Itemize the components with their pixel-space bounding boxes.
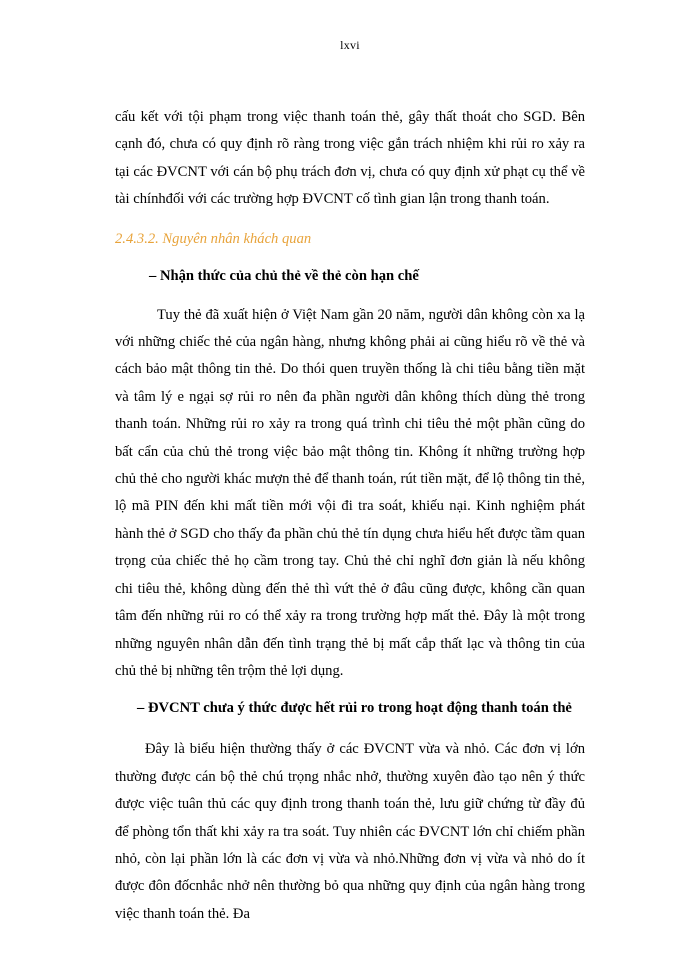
- section-subheading: 2.4.3.2. Nguyên nhân khách quan: [115, 230, 312, 247]
- intro-paragraph: cấu kết với tội phạm trong việc thanh toán thẻ, gây thất thoát cho SGD. Bên cạnh đó, chưa có quy định rõ ràng trong việc gắn trách nhiệm khi rủi ro xảy ra tại các ĐVCNT với cán bộ phụ trách đơn vị, chưa có quy định xử phạt cụ thể về tài chínhđối với các trường hợp ĐVCNT cố tình gian lận trong thanh toán.: [115, 109, 585, 208]
- paragraph-cardholder-awareness: Tuy thẻ đã xuất hiện ở Việt Nam gần 20 năm, người dân không còn xa lạ với những chiếc thẻ của ngân hàng, nhưng không phải ai cũng hiểu rõ về thẻ và cách bảo mật thông tin thẻ. Do thói quen truyền thống là chi tiêu bằng tiền mặt và tâm lý e ngại sợ rủi ro nên đa phần người dân không thích dùng thẻ trong thanh toán. Những rủi ro xảy ra trong quá trình chi tiêu thẻ một phần cũng do bất cẩn của chủ thẻ trong việc bảo mật thông tin. Không ít những trường hợp chủ thẻ cho người khác mượn thẻ để thanh toán, rút tiền mặt, để lộ thông tin thẻ, lộ mã PIN đến khi mất tiền mới vội đi tra soát, khiếu nại. Kinh nghiệm phát hành thẻ ở SGD cho thấy đa phần chủ thẻ tín dụng chưa hiểu hết được tầm quan trọng của chiếc thẻ họ cầm trong tay. Chủ thẻ chỉ nghĩ đơn giản là nếu không chi tiêu thẻ, không dùng đến thẻ thì vứt thẻ ở đâu cũng được, không cần quan tâm đến những rủi ro có thể xảy ra trong trường hợp mất thẻ. Đây là một trong những nguyên nhân dẫn đến tình trạng thẻ bị mất cắp thất lạc và thông tin của chủ thẻ bị những tên trộm thẻ lợi dụng.: [115, 306, 585, 679]
- bullet-heading-cardholder-awareness: – Nhận thức của chủ thẻ về thẻ còn hạn chế: [149, 267, 419, 284]
- document-body: [115, 104, 585, 928]
- paragraph-merchant-risk: Đây là biểu hiện thường thấy ở các ĐVCNT vừa và nhỏ. Các đơn vị lớn thường được cán bộ thẻ chú trọng nhắc nhở, thường xuyên đào tạo nên ý thức được việc tuân thủ các quy định trong thanh toán thẻ, lưu giữ chứng từ đầy đủ để phòng tổn thất khi xảy ra tra soát. Tuy nhiên các ĐVCNT lớn chỉ chiếm phần nhỏ, còn lại phần lớn là các đơn vị vừa và nhỏ.Những đơn vị vừa và nhỏ do ít được đôn đốcnhắc nhở nên thường bỏ qua những quy định của ngân hàng trong việc thanh toán thẻ. Đa: [115, 741, 585, 922]
- page-number: lxvi: [340, 38, 360, 52]
- bullet-heading-merchant-risk: – ĐVCNT chưa ý thức được hết rủi ro trong hoạt động thanh toán thẻ: [137, 700, 572, 717]
